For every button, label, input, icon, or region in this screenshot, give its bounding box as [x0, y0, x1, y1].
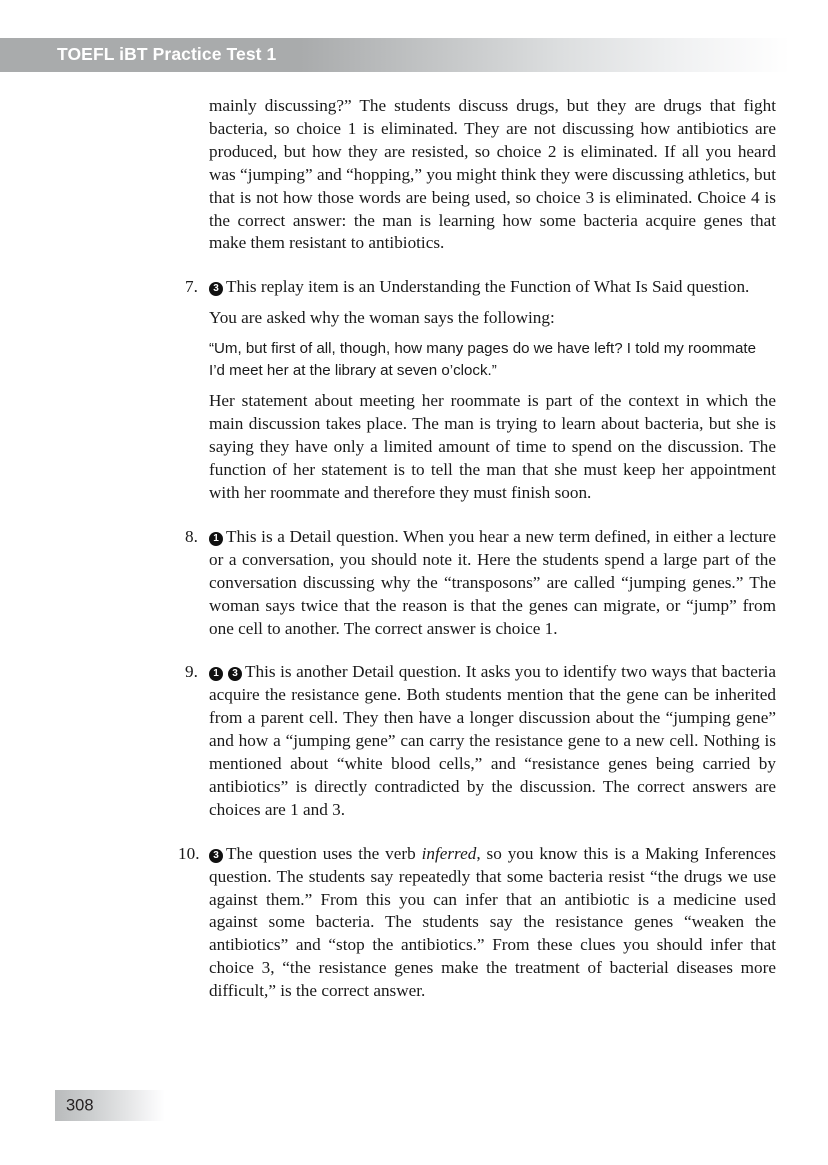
item-7-lead-in: You are asked why the woman says the following: — [209, 308, 555, 328]
reference-icon-3: 3 — [228, 667, 242, 681]
reference-icon-3: 3 — [209, 849, 223, 863]
item-7-paragraph-1-text: This replay item is an Understanding the Function of What Is Said question. — [226, 277, 750, 297]
item-7-paragraph-2: Her statement about meeting her roommate is part of the context in which the main discussion takes place. The man is trying to learn about bacteria, but she is saying they have only a limited amount of time to spend on the discussion. The function of her statement is to tell the man that she must keep her appointment with her roommate and therefore they must finish soon. — [209, 391, 776, 502]
item-8-paragraph-1 — [209, 526, 776, 641]
reference-icon-1: 1 — [209, 667, 223, 681]
item-7-transcript-quote: “Um, but first of all, though, how many pages do we have left? I told my roommate I’d meet her at the library at seven o’clock.” — [209, 340, 756, 380]
item-number-8: 8. — [185, 526, 198, 546]
item-body-8 — [209, 526, 776, 641]
answer-item-9 — [185, 661, 776, 821]
item-body-7 — [209, 276, 776, 505]
reference-icon-1: 1 — [209, 532, 223, 546]
item-10-italic-term: inferred — [421, 843, 477, 863]
page-header-bar — [0, 38, 790, 72]
answer-item-10 — [178, 843, 777, 1003]
item-8-paragraph-1-text: This is a Detail question. When you hear a new term defined, in either a lecture or a conversation, you should note it. Here the students spend a large part of the conversation discussing why the “transposons” are called “jumping genes.” The woman says twice that the reason is that the genes can migrate, or “jump” from one cell to another. The correct answer is choice 1. — [209, 526, 776, 638]
reference-icon-3: 3 — [209, 282, 223, 296]
item-9-paragraph-1-text: This is another Detail question. It asks you to identify two ways that bacteria acquire the resistance gene. Both students mention that the gene can be inherited from a parent cell. They then have a longer discussion about the “jumping gene” and how a “jumping gene” can carry the resistance gene to a new cell. Nothing is mentioned about “white blood cells,” and “resistance genes being carried by antibiotics” is directly contradicted by the discussion. The correct answers are choices are 1 and 3. — [209, 662, 776, 819]
page-header-title: TOEFL iBT Practice Test 1 — [57, 44, 277, 65]
item-body-10 — [209, 843, 776, 1003]
item-body-9 — [209, 661, 776, 821]
page-content — [178, 95, 777, 1003]
item-number-9: 9. — [185, 662, 198, 682]
continued-paragraph: mainly discussing?” The students discuss drugs, but they are drugs that fight bacteria, so choice 1 is eliminated. They are not discussing how antibiotics are produced, but how they are resisted, so choice 2 is eliminated. If all you heard was “jumping” and “hopping,” you might think they were discussing athletics, but that is not how those words are being used, so choice 3 is eliminated. Choice 4 is the correct answer: the man is learning how some bacteria acquire genes that make them resistant to antibiotics. — [209, 96, 776, 253]
item-10-paragraph-1 — [209, 843, 776, 1003]
page-number: 308 — [66, 1096, 94, 1114]
answer-item-8 — [185, 526, 776, 641]
item-10-text-after-italic: , so you know this is a Making Inferences question. The students say repeatedly that some bacteria resist “the drugs we use against them.” From this you can infer that an antibiotic is a medicine used against some bacteria. The students say the resistance genes “weaken the antibiotics” and “stop the antibiotics.” From these clues you should infer that choice 3, “the resistance genes make the treatment of bacterial diseases more difficult,” is the correct answer. — [209, 843, 777, 1001]
item-number-10: 10. — [178, 843, 200, 863]
answer-item-7 — [185, 276, 776, 505]
item-7-paragraph-1 — [209, 276, 776, 299]
item-number-7: 7. — [185, 277, 198, 297]
item-10-text-before-italic: The question uses the verb — [226, 843, 422, 863]
item-9-paragraph-1 — [209, 661, 776, 821]
page-footer-bar — [55, 1090, 165, 1121]
